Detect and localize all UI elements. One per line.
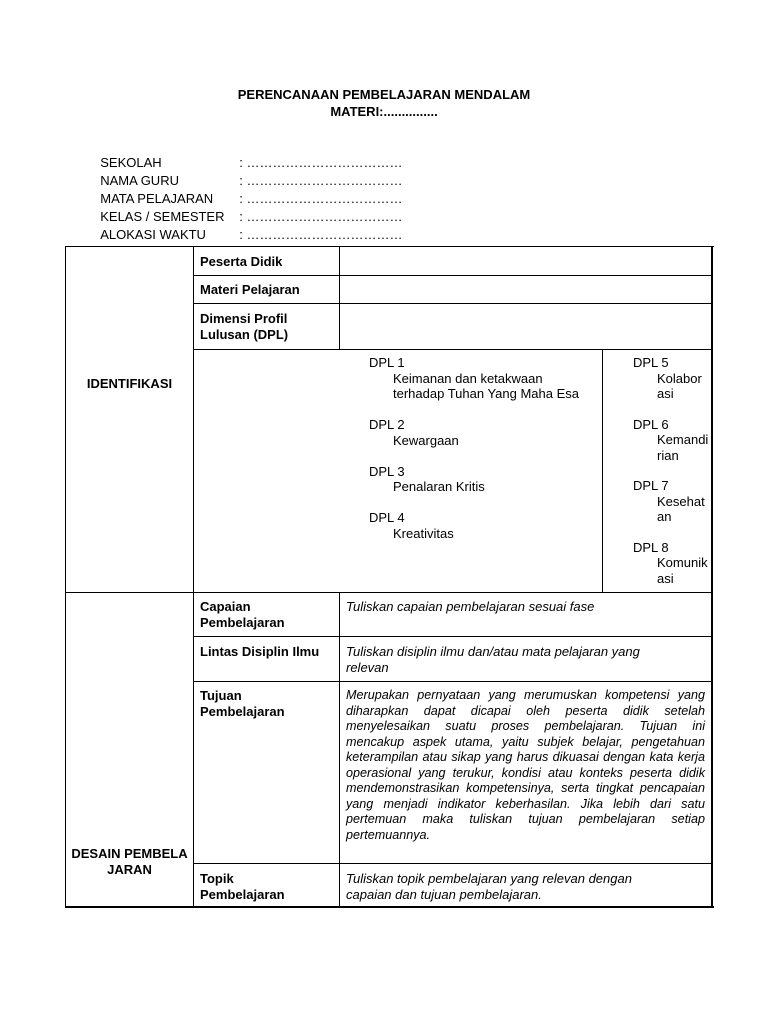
row-label-materi-pelajaran: Materi Pelajaran (200, 282, 300, 297)
page-title: PERENCANAAN PEMBELAJARAN MENDALAM (237, 87, 531, 102)
section-label-identifikasi: IDENTIFIKASI (86, 376, 173, 391)
materi-subtitle: MATERI:............... (330, 104, 438, 119)
row-value-tujuan: Merupakan pernyataan yang merumuskan kompetensi yang diharapkan dapat dicapai oleh peserta didik setelah menyelesaikan suatu proses pembelajaran. Tujuan ini mencakup aspek utama, yaitu subjek belajar, pengetahuan keterampilan atau sikap yang harus dikuasai dengan kata kerja operasional yang terukur, kondisi atau konteks peserta didik mendemonstrasikan kompetensinya, serta tingkat pencapaian yang menjadi indikator keberhasilan. Jika lebih dari satu pertemuan maka tuliskan tujuan pembelajaran setiap pertemuannya. (346, 688, 705, 842)
row-value-capaian: Tuliskan capaian pembelajaran sesuai fase (346, 599, 595, 614)
dpl-desc: Kewargaan (393, 432, 459, 448)
dpl-desc: Komunikasi (657, 555, 708, 586)
info-value: : ……………………………… (239, 155, 403, 170)
dpl-desc: Penalaran Kritis (393, 479, 485, 494)
dpl-desc: Keimanan dan ketakwaan terhadap Tuhan Yang Maha Esa (393, 370, 579, 401)
dpl-list-right (633, 355, 709, 586)
dpl-item (633, 417, 709, 464)
dpl-item (369, 355, 581, 402)
dpl-item (633, 355, 709, 402)
dpl-item (369, 464, 581, 495)
info-row-alokasi-waktu (93, 212, 402, 242)
dpl-code: DPL 2 (369, 417, 405, 432)
info-label: KELAS / SEMESTER (100, 209, 225, 224)
dpl-code: DPL 4 (369, 510, 405, 525)
dpl-item (369, 417, 581, 448)
dpl-code: DPL 8 (633, 539, 669, 555)
dpl-item (633, 540, 709, 587)
dpl-desc: Kemandirian (657, 432, 709, 463)
row-label-dpl: Dimensi Profil Lulusan (DPL) (200, 311, 289, 342)
dpl-code: DPL 3 (369, 463, 405, 479)
row-value-lintas-disiplin: Tuliskan disiplin ilmu dan/atau mata pelajaran yang relevan (346, 644, 640, 675)
dpl-item (369, 510, 581, 541)
dpl-desc: Kesehatan (657, 493, 705, 524)
row-label-lintas-disiplin: Lintas Disiplin Ilmu (200, 644, 320, 659)
row-label-peserta-didik: Peserta Didik (200, 254, 283, 269)
dpl-item (633, 478, 709, 525)
row-value-topik: Tuliskan topik pembelajaran yang relevan dengan capaian dan tujuan pembelajaran. (346, 871, 632, 902)
info-value: : ……………………………… (239, 227, 403, 242)
row-label-capaian: Capaian Pembelajaran (200, 599, 285, 630)
info-value: : ……………………………… (239, 173, 403, 188)
info-label: NAMA GURU (100, 173, 179, 188)
dpl-code: DPL 5 (633, 355, 669, 370)
info-label: ALOKASI WAKTU (100, 227, 206, 242)
info-label: MATA PELAJARAN (100, 191, 214, 206)
dpl-list-left (369, 355, 581, 557)
info-label: SEKOLAH (100, 155, 162, 170)
dpl-code: DPL 6 (633, 416, 669, 432)
info-value: : ……………………………… (239, 209, 403, 224)
section-label-desain: DESAIN PEMBELAJARAN (71, 846, 188, 877)
row-label-tujuan: Tujuan Pembelajaran (200, 688, 285, 719)
info-value: : ……………………………… (239, 191, 403, 206)
dpl-desc: Kolaborasi (657, 370, 702, 401)
row-label-topik: Topik Pembelajaran (200, 871, 285, 902)
dpl-code: DPL 7 (633, 478, 669, 493)
dpl-code: DPL 1 (369, 355, 405, 370)
dpl-desc: Kreativitas (393, 525, 454, 541)
